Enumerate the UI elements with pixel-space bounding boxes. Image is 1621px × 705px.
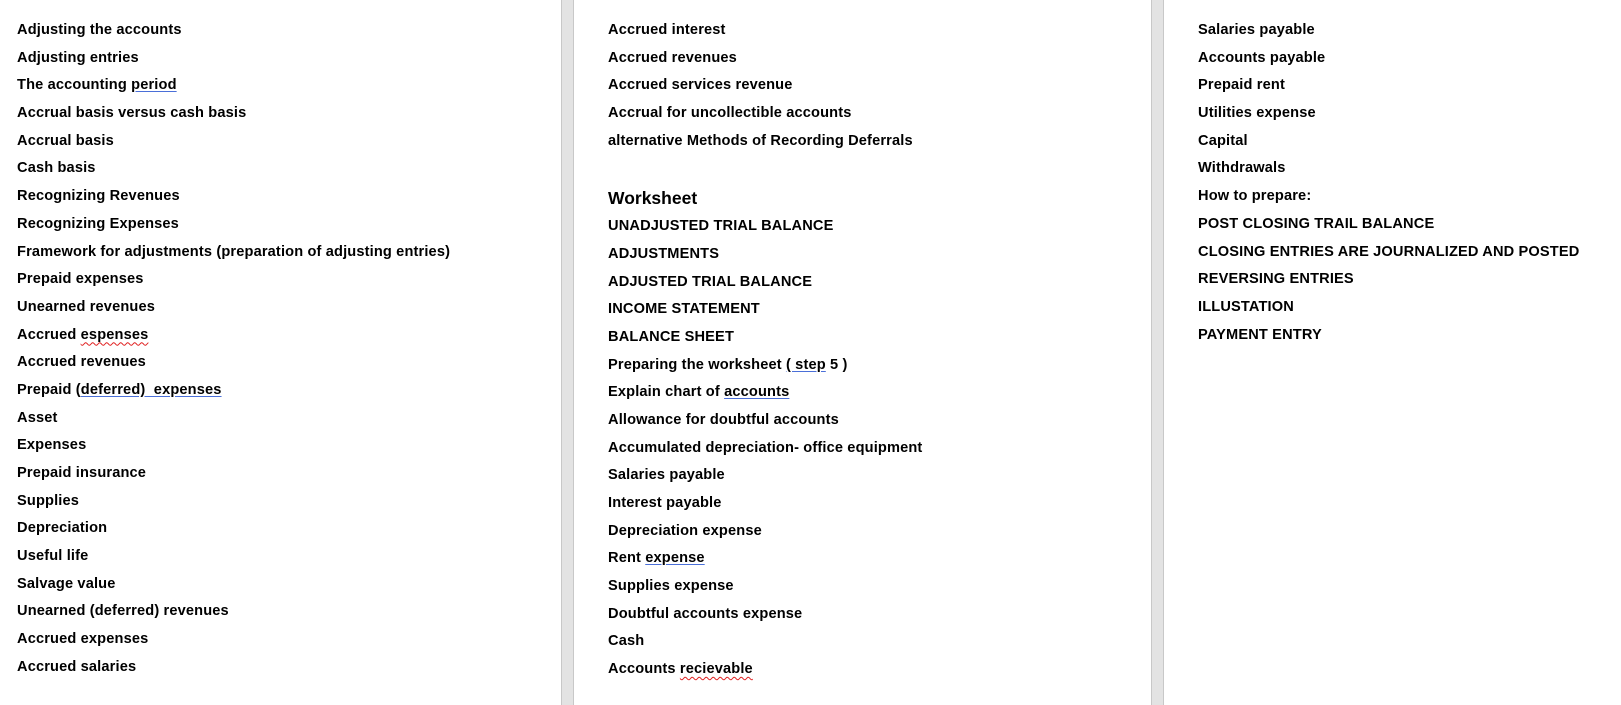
text-line[interactable]: Useful life <box>17 548 89 565</box>
text-line[interactable]: Utilities expense <box>1198 105 1316 122</box>
text-line[interactable]: ADJUSTMENTS <box>608 245 720 262</box>
text-line[interactable]: How to prepare: <box>1198 188 1312 205</box>
text-segment: The accounting <box>17 77 132 94</box>
text-line[interactable]: UNADJUSTED TRIAL BALANCE <box>608 218 834 235</box>
grammar-flagged-word[interactable]: period <box>131 77 177 94</box>
grammar-flagged-word[interactable]: ( step <box>785 356 826 373</box>
text-line[interactable]: ADJUSTED TRIAL BALANCE <box>608 273 813 290</box>
document-page-3 <box>1198 0 1618 705</box>
text-line[interactable]: Accrued salaries <box>17 658 137 675</box>
text-segment: Preparing the worksheet <box>608 356 786 373</box>
text-line[interactable]: Accrued interest <box>608 22 726 38</box>
text-line[interactable]: Withdrawals <box>1198 160 1286 177</box>
text-line[interactable]: Unearned revenues <box>17 298 156 315</box>
text-line[interactable]: Accumulated depreciation- office equipment <box>608 439 923 456</box>
text-line[interactable]: Cash basis <box>17 160 96 177</box>
spelling-flagged-word[interactable]: recievable <box>679 661 753 678</box>
text-line[interactable]: Depreciation <box>17 520 108 537</box>
grammar-flagged-word[interactable]: deferred) expenses <box>80 381 222 398</box>
text-line[interactable]: Salvage value <box>17 575 116 592</box>
text-line[interactable]: Interest payable <box>608 495 722 511</box>
text-line[interactable]: INCOME STATEMENT <box>608 301 760 318</box>
text-line[interactable]: POST CLOSING TRAIL BALANCE <box>1198 215 1435 232</box>
text-segment: Explain chart of <box>608 384 725 401</box>
text-line[interactable]: Prepaid rent <box>1198 77 1285 94</box>
text-line[interactable]: Allowance for doubtful accounts <box>608 411 839 428</box>
text-line[interactable]: Accrued services revenue <box>608 77 793 94</box>
text-line[interactable]: Cash <box>608 633 645 650</box>
text-line[interactable]: Adjusting entries <box>17 49 139 66</box>
grammar-flagged-word[interactable]: expense <box>645 550 705 567</box>
text-line[interactable] <box>608 660 1148 688</box>
text-line[interactable]: Supplies <box>17 492 80 509</box>
text-line[interactable]: Adjusting the accounts <box>17 22 182 38</box>
text-line[interactable]: Supplies expense <box>608 578 734 595</box>
text-segment: Prepaid ( <box>17 381 81 398</box>
grammar-flagged-word[interactable]: accounts <box>724 384 790 401</box>
text-line[interactable]: BALANCE SHEET <box>608 328 735 345</box>
text-line[interactable]: PAYMENT ENTRY <box>1198 326 1322 343</box>
text-line[interactable]: Depreciation expense <box>608 522 762 539</box>
text-line[interactable] <box>608 356 1148 384</box>
text-segment: 5 ) <box>825 356 848 373</box>
text-line[interactable]: Capital <box>1198 132 1248 149</box>
text-segment: Rent <box>608 550 646 567</box>
text-line[interactable]: REVERSING ENTRIES <box>1198 271 1354 288</box>
text-line[interactable] <box>608 383 1148 411</box>
text-line[interactable]: Recognizing Revenues <box>17 188 180 205</box>
text-line[interactable]: Asset <box>17 409 58 426</box>
text-line[interactable]: Salaries payable <box>1198 22 1315 38</box>
document-page-2 <box>608 0 1148 705</box>
text-line[interactable] <box>608 549 1148 577</box>
text-line[interactable]: Prepaid insurance <box>17 465 147 481</box>
text-segment: Accrued <box>17 326 81 343</box>
text-line[interactable]: Salaries payable <box>608 467 725 484</box>
text-line[interactable] <box>17 326 557 354</box>
text-line[interactable] <box>17 76 557 104</box>
text-line[interactable]: Accrual basis versus cash basis <box>17 105 247 122</box>
text-line[interactable]: ILLUSTATION <box>1198 298 1294 315</box>
text-line[interactable]: CLOSING ENTRIES ARE JOURNALIZED AND POSTED <box>1198 243 1580 260</box>
text-line[interactable]: Recognizing Expenses <box>17 215 179 232</box>
text-line[interactable]: Accrued revenues <box>608 49 737 66</box>
text-line[interactable]: Accrual basis <box>17 132 114 149</box>
text-line[interactable] <box>17 381 557 409</box>
page-gutter <box>561 0 574 705</box>
text-line[interactable]: Accrual for uncollectible accounts <box>608 105 852 122</box>
spelling-flagged-word[interactable]: espenses <box>80 326 149 343</box>
text-line[interactable]: Expenses <box>17 437 87 454</box>
blank-line <box>608 159 1148 187</box>
text-line[interactable]: Accounts payable <box>1198 49 1326 66</box>
section-heading-worksheet[interactable]: Worksheet <box>608 188 698 209</box>
text-line[interactable]: Accrued expenses <box>17 631 149 648</box>
text-line[interactable]: Unearned (deferred) revenues <box>17 603 229 620</box>
text-segment: Accounts <box>608 661 680 678</box>
text-line[interactable]: Framework for adjustments (preparation of adjusting entries) <box>17 243 451 260</box>
document-page-1 <box>17 0 557 705</box>
text-line[interactable]: alternative Methods of Recording Deferrals <box>608 132 913 149</box>
text-line[interactable]: Prepaid expenses <box>17 271 144 288</box>
page-gutter <box>1151 0 1164 705</box>
text-line[interactable]: Accrued revenues <box>17 354 146 371</box>
text-line[interactable]: Doubtful accounts expense <box>608 605 803 622</box>
